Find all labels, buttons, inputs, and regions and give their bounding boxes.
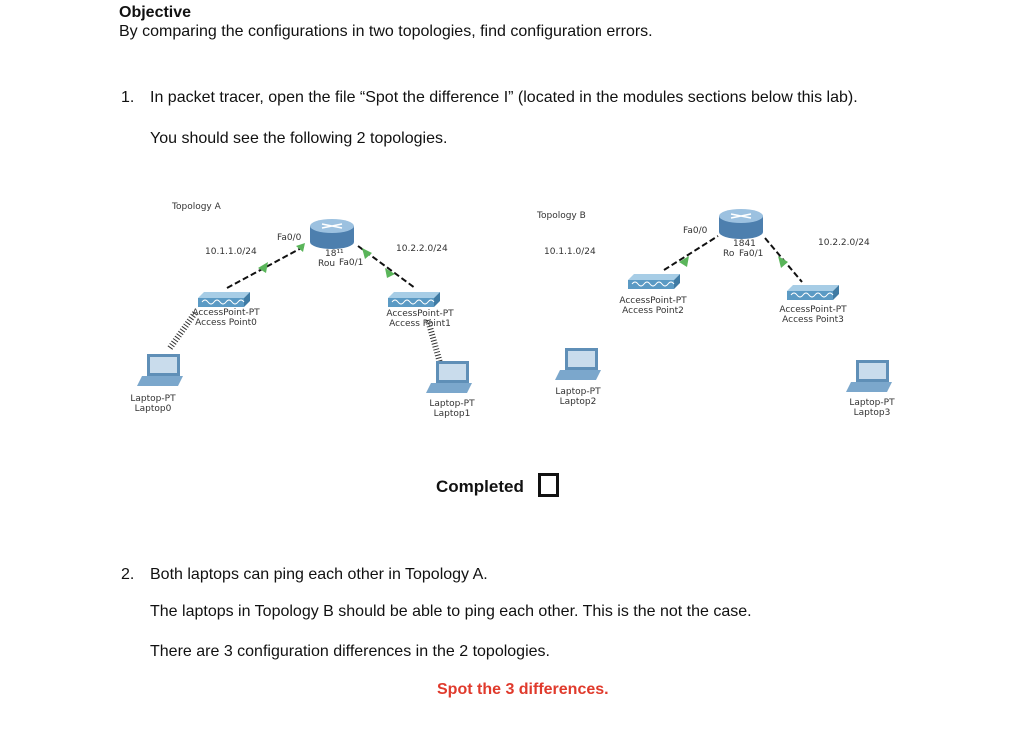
laptop-2-name: Laptop2: [559, 397, 597, 407]
laptop-3-type: Laptop-PT: [849, 398, 895, 408]
topology-b-title: Topology B: [537, 211, 586, 221]
laptop-0-label: [123, 394, 183, 414]
spot-differences-highlight: Spot the 3 differences.: [437, 681, 609, 698]
topology-b-net-right: 10.2.2.0/24: [818, 238, 870, 248]
router-a-icon[interactable]: [310, 219, 354, 249]
link-b-left: [664, 236, 718, 270]
laptop-0-name: Laptop0: [134, 404, 172, 414]
link-indicator-icon: [362, 248, 372, 259]
router-a-model: 18¹¹: [325, 249, 344, 259]
router-b-icon[interactable]: [719, 209, 763, 239]
access-point-1-icon[interactable]: [388, 292, 440, 307]
laptop-0-icon[interactable]: [137, 354, 183, 386]
completed-checkbox[interactable]: [538, 473, 559, 497]
step-2-number: 2.: [121, 566, 135, 583]
laptop-0-type: Laptop-PT: [130, 394, 176, 404]
ap-1-name: Access Point1: [389, 319, 451, 329]
ap-1-type: AccessPoint-PT: [386, 309, 454, 319]
laptop-3-icon[interactable]: [846, 360, 892, 392]
link-indicator-icon: [296, 243, 305, 252]
topology-b-net-left: 10.1.1.0/24: [544, 247, 596, 257]
ap-2-name: Access Point2: [622, 306, 684, 316]
laptop-1-icon[interactable]: [426, 361, 472, 393]
ap-2-type: AccessPoint-PT: [619, 296, 687, 306]
step-1-subtext: You should see the following 2 topologies.: [150, 130, 448, 147]
step-2-text: Both laptops can ping each other in Topology A.: [150, 566, 488, 583]
laptop-1-label: [422, 399, 482, 419]
objective-heading: Objective: [119, 4, 192, 21]
laptop-1-type: Laptop-PT: [429, 399, 475, 409]
topology-a-net-left: 10.1.1.0/24: [205, 247, 257, 257]
access-point-2-icon[interactable]: [628, 274, 680, 289]
topology-a-title: Topology A: [172, 202, 221, 212]
access-point-3-icon[interactable]: [787, 285, 839, 300]
router-b-label: Ro: [723, 249, 735, 259]
step-1-text: In packet tracer, open the file “Spot the difference I” (located in the modules sections below this lab).: [150, 89, 858, 106]
ap-2-label: [613, 296, 693, 316]
topology-diagram: [0, 170, 1024, 470]
laptop-3-label: [842, 398, 902, 418]
completed-label: Completed: [436, 477, 524, 496]
ap-1-label: [380, 309, 460, 329]
ap-0-name: Access Point0: [195, 318, 257, 328]
ap-0-type: AccessPoint-PT: [192, 308, 260, 318]
router-b-port-left: Fa0/0: [683, 226, 708, 236]
laptop-2-icon[interactable]: [555, 348, 601, 380]
step-2-line-2: The laptops in Topology B should be able to ping each other. This is the not the case.: [150, 603, 752, 620]
access-point-0-icon[interactable]: [198, 292, 250, 307]
laptop-1-name: Laptop1: [433, 409, 471, 419]
laptop-3-name: Laptop3: [853, 408, 891, 418]
router-a-port-left: Fa0/0: [277, 233, 302, 243]
topology-a-net-right: 10.2.2.0/24: [396, 244, 448, 254]
router-a-port-right: Fa0/1: [339, 258, 364, 268]
router-b-port-right: Fa0/1: [739, 249, 764, 259]
ap-3-label: [773, 305, 853, 325]
router-b-model: 1841: [733, 239, 756, 249]
laptop-2-label: [548, 387, 608, 407]
step-2-line-3: There are 3 configuration differences in the 2 topologies.: [150, 643, 550, 660]
laptop-2-type: Laptop-PT: [555, 387, 601, 397]
ap-3-name: Access Point3: [782, 315, 844, 325]
ap-3-type: AccessPoint-PT: [779, 305, 847, 315]
ap-0-label: [186, 308, 266, 328]
step-1-number: 1.: [121, 89, 135, 106]
objective-text: By comparing the configurations in two topologies, find configuration errors.: [119, 23, 653, 40]
link-indicator-icon: [778, 256, 788, 268]
router-a-label: Rou: [318, 259, 336, 269]
